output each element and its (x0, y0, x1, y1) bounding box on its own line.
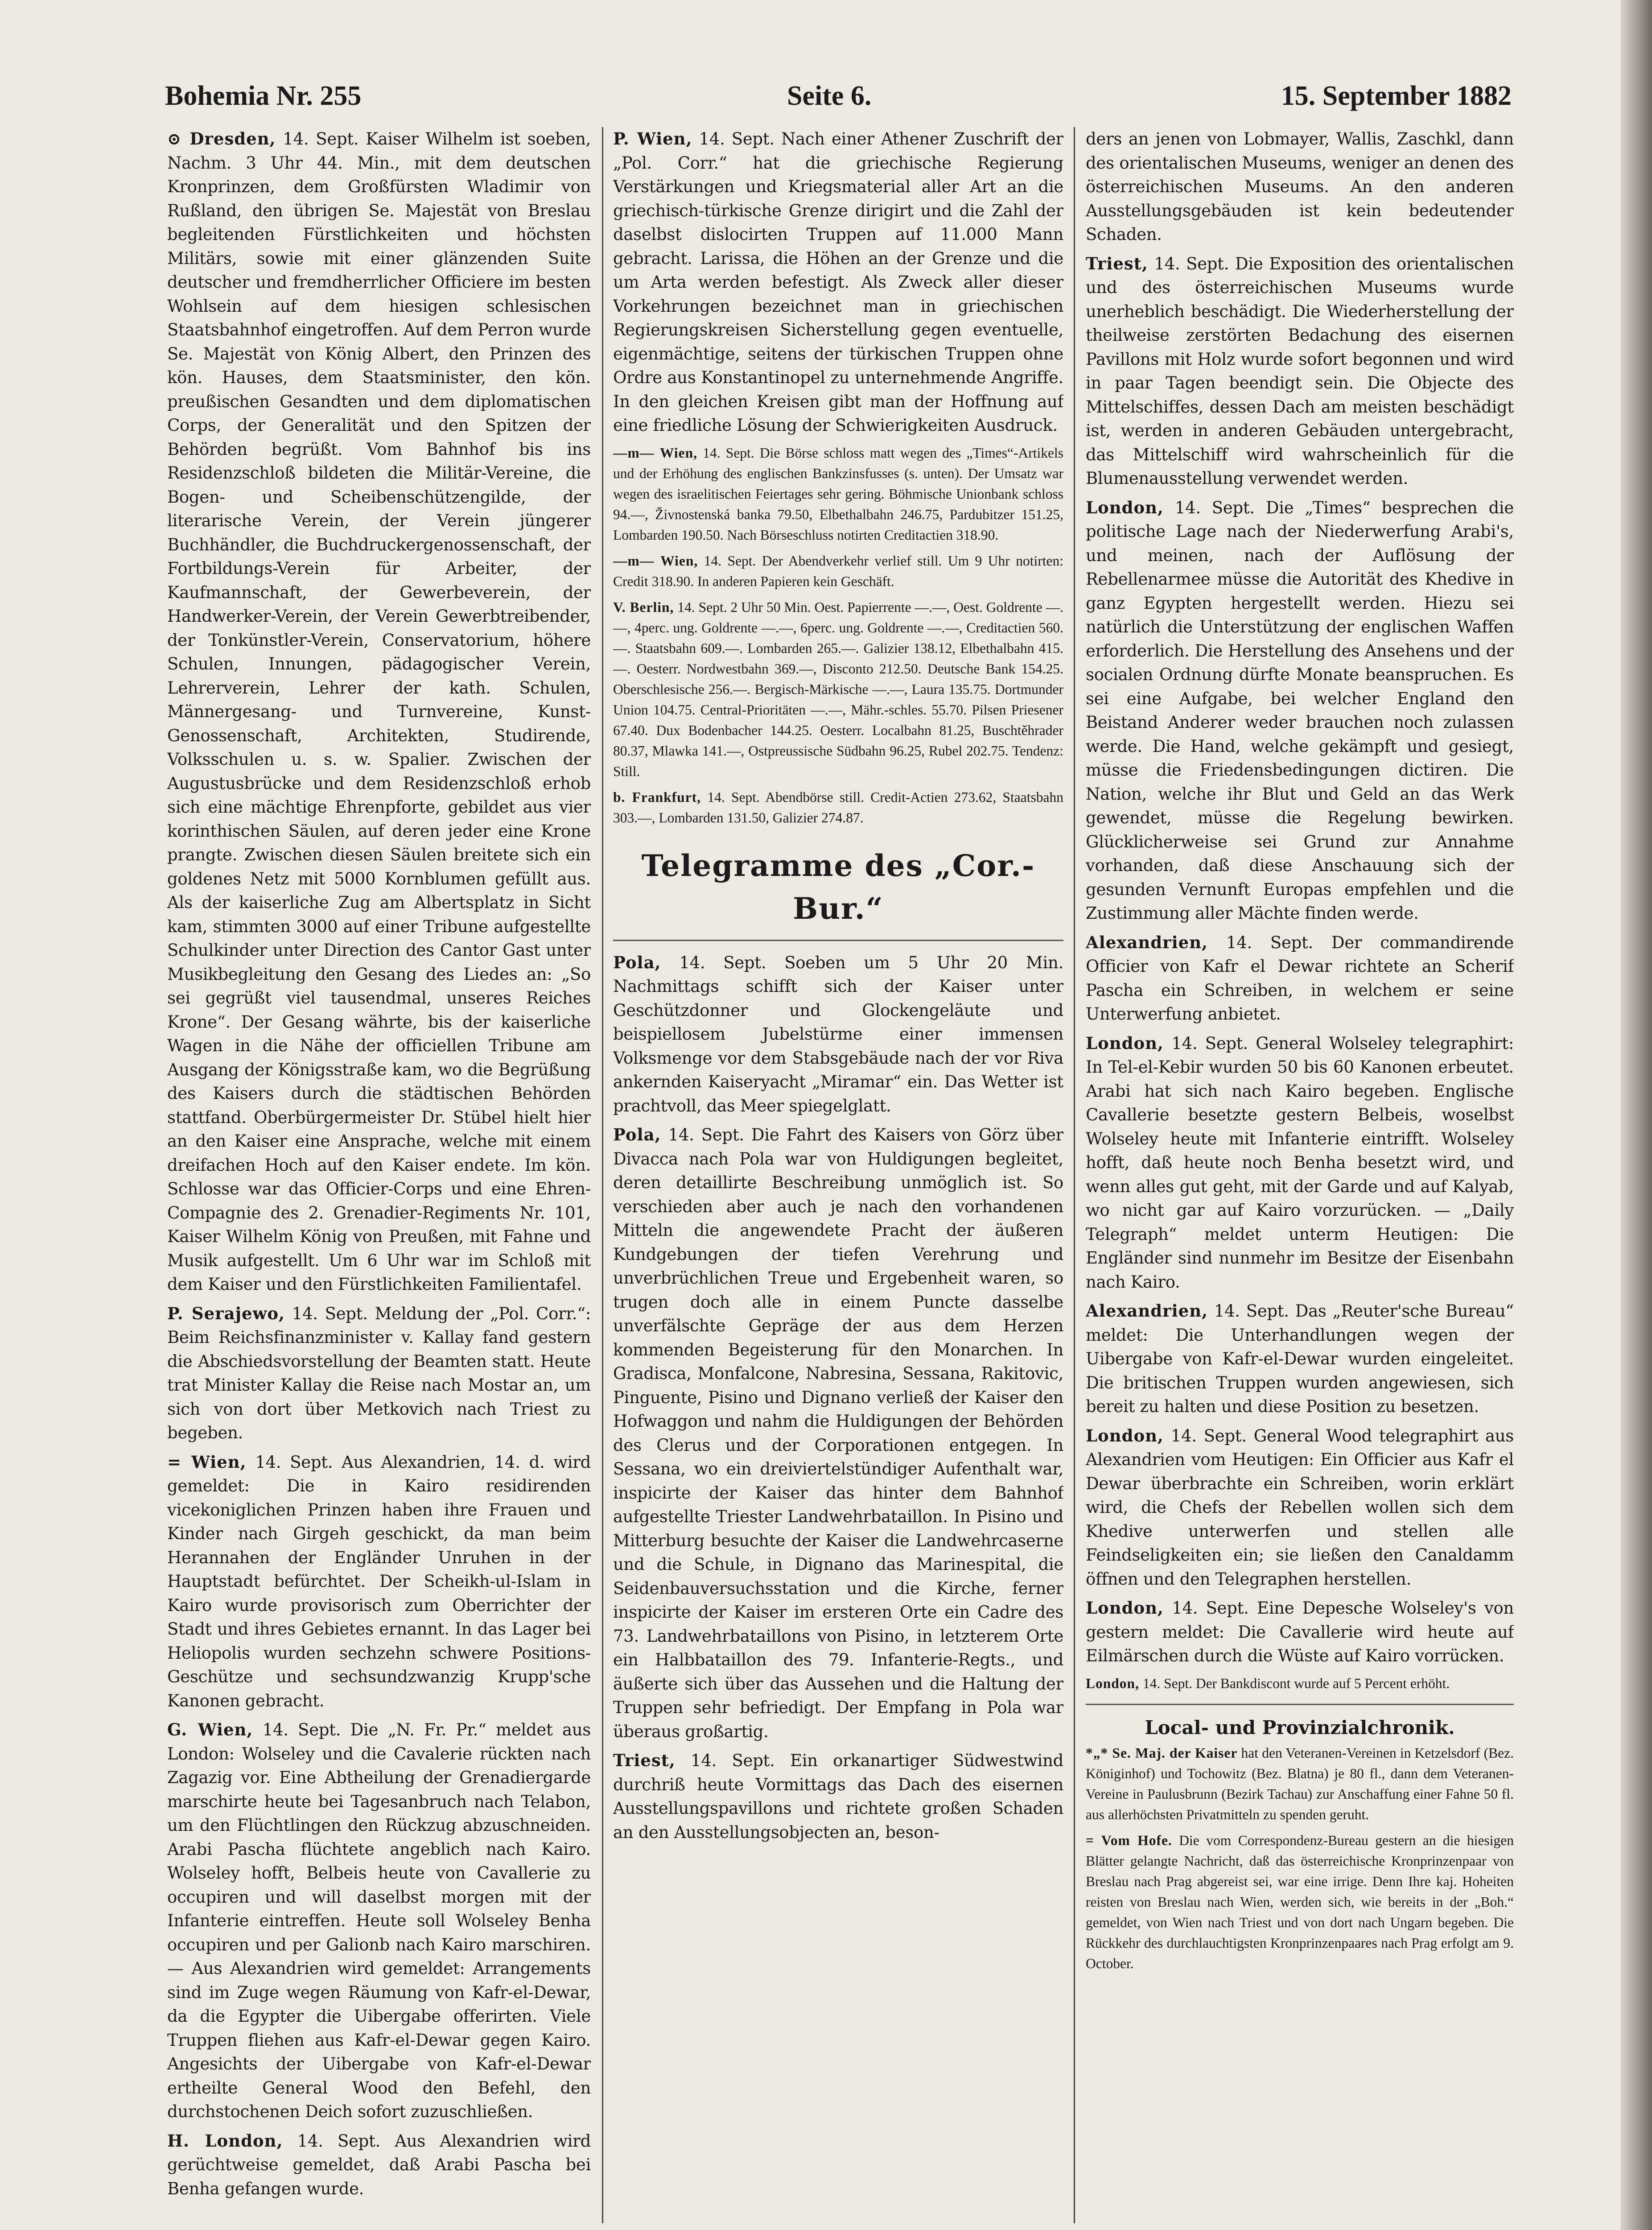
article-text: 14. Sept. Aus Alexandrien wird gerüchtweise gemeldet, daß Arabi Pascha bei Benha gefangen wurde. (167, 2131, 591, 2198)
article-paragraph (1086, 252, 1514, 491)
article-paragraph (1086, 1299, 1514, 1419)
article-paragraph (1086, 1424, 1514, 1591)
article-paragraph (1086, 127, 1514, 247)
article-dateline: ⊙ Dresden, (167, 129, 276, 149)
report-text: 14. Sept. 2 Uhr 50 Min. Oest. Papierrente —.—, Oest. Goldrente —.—, 4perc. ung. Goldrente —.—, 6perc. ung. Goldrente —.—, Creditactien 560.—. Staatsbahn 609.—. Lombarden 265.—. Galizier 138.12, Elbethalbahn 415.—. Oesterr. Nordwestbahn 369.—, Disconto 212.50. Deutsche Bank 154.25. Oberschlesische 256.—. Bergisch-Märkische —.—, Laura 135.75. Dortmunder Union 104.75. Central-Prioritäten —.—, Mähr.-schles. 55.70. Pilsen Priesener 67.40. Dux Bodenbacher 144.25. Oesterr. Localbahn 81.25, Buschtěhrader 80.37, Mlawka 141.—, Ostpreussische Südbahn 96.25, Rubel 202.75. Tendenz: Still. (613, 599, 1063, 779)
stock-report (613, 787, 1063, 828)
article-dateline: H. London, (167, 2131, 283, 2151)
column-left (167, 127, 591, 2223)
article-text: 14. Sept. Eine Depesche Wolseley's von gestern meldet: Die Cavallerie wird heute auf Eilmärschen durch die Wüste auf Kairo vorrücken. (1086, 1598, 1514, 1665)
issue-date: 15. September 1882 (1281, 81, 1512, 111)
article-dateline: P. Wien, (613, 129, 692, 149)
report-dateline: —m— Wien, (613, 553, 698, 569)
article-dateline: Pola, (613, 952, 661, 972)
article-text: 14. Sept. Kaiser Wilhelm ist soeben, Nachm. 3 Uhr 44. Min., mit dem deutschen Kronprinzen, dem Großfürsten Wladimir von Rußland, den übrigen Se. Majestät von Breslau begleitenden Fürstlichkeiten und höchsten Militärs, sowie mit einer glänzenden Suite deutscher und fremdherrlicher Officiere im besten Wohlsein auf dem hiesigen schlesischen Staatsbahnhof eingetroffen. Auf dem Perron wurde Se. Majestät von König Albert, den Prinzen des kön. Hauses, dem Staatsminister, den kön. preußischen Gesandten und dem diplomatischen Corps, der Generalität und den Spitzen der Behörden begrüßt. Vom Bahnhof bis ins Residenzschloß bildeten die Militär-Vereine, die Bogen- und Scheibenschützengilde, der literarische Verein, der Verein jüngerer Buchhändler, die Buchdruckergenossenschaft, der Fortbildungs-Verein für Arbeiter, der Kaufmannschaft, der Gewerbeverein, der Handwerker-Verein, der Verein Gewerbtreibender, der Tonkünstler-Verein, Conservatorium, höhere Schulen, Innungen, pädagogischer Verein, Lehrerverein, Lehrer der kath. Schulen, Männergesang- und Turnvereine, Kunst-Genossenschaft, Architekten, Studirende, Volksschulen u. s. w. Spalier. Zwischen der Augustusbrücke und dem Residenzschloß erhob sich eine mächtige Ehrenpforte, gebildet aus vier korinthischen Säulen, auf deren jeder eine Krone prangte. Zwischen diesen Säulen breitete sich ein goldenes Netz mit 5000 Kornblumen gefüllt aus. Als der kaiserliche Zug am Albertsplatz in Sicht kam, stimmten 3000 auf einer Tribune aufgestellte Schulkinder unter Direction des Cantor Gast unter Musikbegleitung den Gesang des Liedes an: „So sei gegrüßt viel tausendmal, unseres Reiches Krone“. Der Gesang währte, bis der kaiserliche Wagen in die Nähe der officiellen Tribune am Ausgang der Königsstraße kam, wo die Begrüßung des Kaisers durch die städtischen Behörden stattfand. Oberbürgermeister Dr. Stübel hielt hier an den Kaiser eine Ansprache, welche mit einem dreifachen Hoch auf den Kaiser endete. Im kön. Schlosse war das Officier-Corps und eine Ehren-Compagnie des 2. Grenadier-Regiments Nr. 101, Kaiser Wilhelm König von Preußen, mit Fahne und Musik aufgestellt. Um 6 Uhr war im Schloß mit dem Kaiser und den Fürstlichkeiten Familientafel. (167, 129, 591, 1294)
article-dateline: Triest, (1086, 253, 1148, 273)
article-paragraph (613, 1123, 1063, 1743)
report-dateline: V. Berlin, (613, 599, 674, 615)
article-text: 14. Sept. Die „N. Fr. Pr.“ meldet aus London: Wolseley und die Cavalerie rückten nach Zagazig vor. Eine Abtheilung der Grenadiergarde marschirte heute bei Tagesanbruch nach Telabon, um den Flüchtlingen den Rückzug abzuschneiden. Arabi Pascha flüchtete angeblich nach Kairo. Wolseley hofft, Belbeis heute von Cavallerie zu occupiren und will daselbst morgen mit der Infanterie eintreffen. Heute soll Wolseley Benha occupiren und per Galionb nach Kairo marschiren. — Aus Alexandrien wird gemeldet: Arrangements sind im Zuge wegen Räumung von Kafr-el-Dewar, da die Egypter die Uibergabe offerirten. Viele Truppen fliehen aus Kafr-el-Dewar gegen Kairo. Angesichts der Uibergabe von Kafr-el-Dewar ertheilte General Wood den Befehl, den durchstochenen Deich sofort zuzuschließen. (167, 1720, 591, 2121)
column-middle (613, 127, 1063, 2223)
section-divider (613, 940, 1063, 941)
article-paragraph (167, 1450, 591, 1713)
article-dateline: P. Serajewo, (167, 1303, 285, 1323)
article-text: hat den Veteranen-Vereinen in Ketzelsdorf (Bez. Königinhof) und Tochowitz (Bez. Blatna) je 80 fl., dann dem Veteranen-Vereine in Paulusbrunn (Bezirk Tachau) zur Anschaffung einer Fahne 50 fl. aus allerhöchsten Privatmitteln zu spenden geruht. (1086, 1745, 1514, 1822)
bank-discount-note (1086, 1673, 1514, 1694)
article-paragraph (167, 1718, 591, 2124)
article-paragraph (1086, 1743, 1514, 1825)
article-paragraph (1086, 1032, 1514, 1294)
local-chronicle-articles (1086, 1743, 1514, 1974)
stock-report (613, 551, 1063, 592)
article-paragraph (1086, 931, 1514, 1026)
column-rule-1 (602, 127, 603, 2223)
report-text: 14. Sept. Abendbörse still. Credit-Actien 273.62, Staatsbahn 303.—, Lombarden 131.50, Galizier 274.87. (613, 789, 1063, 826)
stock-report (613, 443, 1063, 545)
article-text: 14. Sept. Die Exposition des orientalischen und des österreichischen Museums wurde unerheblich beschädigt. Die Wiederherstellung der theilweise zerstörten Bedachung des eisernen Pavillons mit Holz wurde sofort begonnen und wird in paar Tagen beendigt sein. Die Objecte des Mittelschiffes, dessen Dach am meisten beschädigt ist, werden in anderen Gebäuden untergebracht, das Mittelschiff wird wahrscheinlich für die Blumenausstellung verwendet werden. (1086, 254, 1514, 488)
article-text: 14. Sept. Die „Times“ besprechen die politische Lage nach der Niederwerfung Arabi's, und meinen, nach der Auflösung der Rebellenarmee müsse die Autorität des Khedive in ganz Egypten hergestellt werden. Hiezu sei natürlich die Unterstützung der englischen Waffen erforderlich. Die Herstellung des Ansehens und der socialen Ordnung dürfte Monate beanspruchen. Es sei eine Aufgabe, bei welcher England den Beistand Anderer weder brauchen noch zulassen werde. Die Hand, welche gekämpft und gesiegt, müsse die Friedensbedingungen dictiren. Die Nation, welche ihr Blut und Geld an das Werk gewendet, müsse die Regelung bewirken. Glücklicherweise sei Grund zur Annahme vorhanden, daß diese Anschauung sich der gesunden Vernunft Europas empfehlen und die Zustimmung aller Mächte finden werde. (1086, 498, 1514, 923)
report-dateline: b. Frankfurt, (613, 789, 701, 805)
article-text: 14. Sept. General Wolseley telegraphirt: In Tel-el-Kebir wurden 50 bis 60 Kanonen erbeutet. Arabi hat sich nach Kairo begeben. Englische Cavallerie besetzte gestern Belbeis, woselbst Wolseley heute mit Infanterie eintrifft. Wolseley hofft, daß heute noch Benha besetzt wird, und wenn alles gut geht, mit der Garde und auf Kalyab, wo nicht gar auf Kairo vorzurücken. — „Daily Telegraph“ meldet unterm Heutigen: Die Engländer sind nunmehr im Besitze der Eisenbahn nach Kairo. (1086, 1033, 1514, 1292)
article-text: 14. Sept. Das „Reuter'sche Bureau“ meldet: Die Unterhandlungen wegen der Uibergabe von Kafr-el-Dewar wurden eingeleitet. Die britischen Truppen wurden angewiesen, sich bereit zu halten und diese Position zu besetzen. (1086, 1301, 1514, 1416)
article-paragraph (613, 1749, 1063, 1844)
article-paragraph (1086, 1596, 1514, 1668)
article-paragraph (1086, 496, 1514, 925)
report-dateline: —m— Wien, (613, 445, 697, 461)
article-dateline: *„* Se. Maj. der Kaiser (1086, 1745, 1238, 1761)
article-dateline: London, (1086, 1033, 1164, 1053)
political-news-top (613, 127, 1063, 438)
article-dateline: Alexandrien, (1086, 1301, 1208, 1321)
article-dateline: London, (1086, 1675, 1139, 1691)
article-text: 14. Sept. Die Fahrt des Kaisers von Görz über Divacca nach Pola war von Huldigungen begleitet, deren detaillirte Beschreibung unmöglich ist. So verschieden aber auch je nach den vorhandenen Mitteln die angewendete Pracht der äußeren Kundgebungen der tiefen Verehrung und unverbrüchlichen Treue und Ergebenheit waren, so trugen doch alle in einem Puncte dasselbe unverfälschte Gepräge der aus dem Herzen kommenden Begeisterung für den Monarchen. In Gradisca, Monfalcone, Nabresina, Sessana, Rakitovic, Pinguente, Pisino und Dignano verließ der Kaiser den Hofwaggon und nahm die Huldigungen der Behörden des Clerus und der Corporationen entgegen. In Sessana, wo ein dreiviertelstündiger Aufenthalt war, inspicirte der Kaiser das hinter dem Bahnhof aufgestellte Triester Landwehrbataillon. In Pisino und Mitterburg besuchte der Kaiser die Landwehrcaserne und die Schule, in Dignano das Marinespital, die Seidenbauversuchsstation und die Kirche, ferner inspicirte der Kaiser im ersteren Orte ein Cadre des 73. Landwehrbataillons von Pisino, in letzterem Orte ein Halbbataillon des 79. Infanterie-Regts., und äußerte sich über das Aussehen und die Haltung der Truppen sehr befriedigt. Der Empfang in Pola war überaus großartig. (613, 1125, 1063, 1741)
telegram-section-title: Telegramme des „Cor.-Bur.“ (641, 848, 1035, 926)
column-right (1086, 127, 1514, 2223)
article-text: 14. Sept. Aus Alexandrien, 14. d. wird gemeldet: Die in Kairo residirenden vicekoniglichen Prinzen haben ihre Frauen und Kinder nach Girgeh geschickt, da man beim Herannahen der Engländer Unruhen in der Hauptstadt befürchtet. Der Scheikh-ul-Islam in Kairo wurde provisorisch zum Oberrichter der Stadt und ihres Gebietes ernannt. In das Lager bei Heliopolis wurden sechzehn schwere Positions-Geschütze und sechsundzwanzig Krupp'sche Kanonen gebracht. (167, 1452, 591, 1710)
article-text: 14. Sept. Nach einer Athener Zuschrift der „Pol. Corr.“ hat die griechische Regierung Verstärkungen und Kriegsmaterial aller Art an die griechisch-türkische Grenze dirigirt und die Zahl der daselbst dislocirten Truppen auf 11.000 Mann gebracht. Larissa, die Höhen an der Grenze und die um Arta werden befestigt. Als Zweck aller dieser Vorkehrungen bezeichnet man in griechischen Regierungskreisen Sicherstellung gegen eventuelle, eigenmächtige, seitens der türkischen Truppen ohne Ordre aus Konstantinopel zu unternehmende Angriffe. In den gleichen Kreisen gibt man der Hoffnung auf eine friedliche Lösung der Schwierigkeiten Ausdruck. (613, 129, 1063, 435)
article-dateline: = Wien, (167, 1452, 247, 1472)
article-paragraph (613, 127, 1063, 438)
article-dateline: London, (1086, 497, 1164, 517)
article-text: 14. Sept. Meldung der „Pol. Corr.“: Beim Reichsfinanzminister v. Kallay fand gestern die Abschiedsvorstellung der Beamten statt. Heute trat Minister Kallay die Reise nach Mostar an, um sich von dort über Metkovich nach Triest zu begeben. (167, 1304, 591, 1442)
local-divider (1086, 1704, 1514, 1705)
report-text: 14. Sept. Der Abendverkehr verlief still. Um 9 Uhr notirten: Credit 318.90. In anderen Papieren kein Geschäft. (613, 553, 1063, 589)
column-rule-2 (1074, 127, 1075, 2223)
report-text: 14. Sept. Die Börse schloss matt wegen des „Times“-Artikels und der Erhöhung des englischen Bankzinsfusses (s. unten). Der Umsatz war wegen des israelitischen Feiertages sehr gering. Böhmische Unionbank schloss 94.—, Živnostenská banka 79.50, Elbethalbahn 246.75, Pardubitzer 151.25, Lombarden 190.50. Nach Börseschluss notirten Creditactien 318.90. (613, 445, 1063, 543)
page-edge-shadow (1621, 0, 1652, 2230)
article-paragraph (1086, 1830, 1514, 1974)
article-paragraph (167, 1302, 591, 1445)
article-paragraph (1086, 1673, 1514, 1694)
stock-report (613, 597, 1063, 782)
article-paragraph (167, 127, 591, 1297)
article-dateline: Triest, (613, 1751, 676, 1770)
article-dateline: Pola, (613, 1125, 661, 1144)
article-paragraph (167, 2129, 591, 2201)
article-dateline: G. Wien, (167, 1720, 253, 1739)
article-dateline: = Vom Hofe. (1086, 1832, 1172, 1848)
article-dateline: Alexandrien, (1086, 932, 1208, 952)
article-paragraph (613, 951, 1063, 1118)
article-dateline: London, (1086, 1598, 1164, 1618)
article-text: Die vom Correspondenz-Bureau gestern an die hiesigen Blätter gelangte Nachricht, daß das österreichische Kronprinzenpaar von Breslau nach Prag abgereist sei, war eine irrige. Denn Ihre kaj. Hoheiten reisten von Breslau nach Wien, werden sich, wie bereits in der „Boh.“ gemeldet, von Wien nach Triest und von dort nach Ungarn begeben. Die Rückkehr des durchlauchtigsten Kronprinzenpaares nach Prag erfolgt am 9. October. (1086, 1832, 1514, 1971)
article-text: 14. Sept. General Wood telegraphirt aus Alexandrien vom Heutigen: Ein Officier aus Kafr el Dewar überbrachte ein Schreiben, worin erklärt wird, die Chefs der Rebellen wollen sich dem Khedive unterwerfen und stellen alle Feindseligkeiten ein; sie ließen den Canaldamm öffnen und den Telegraphen herstellen. (1086, 1426, 1514, 1589)
page-header (165, 80, 1512, 129)
local-chronicle-title: Local- und Provinzialchronik. (1145, 1716, 1455, 1739)
telegram-articles-continued (1086, 127, 1514, 1668)
telegram-articles (613, 951, 1063, 1845)
article-text: 14. Sept. Soeben um 5 Uhr 20 Min. Nachmittags schifft sich der Kaiser unter Geschützdonner und Glockengeläute und beispiellosem Jubelstürme einer immensen Volksmenge vor dem Stabsgebäude nach der vor Riva ankernden Kaiseryacht „Miramar“ ein. Das Wetter ist prachtvoll, das Meer spiegelglatt. (613, 953, 1063, 1115)
article-text: 14. Sept. Der commandirende Officier von Kafr el Dewar richtete an Scherif Pascha ein Schreiben, in welchem er seine Unterwerfung anbietet. (1086, 933, 1514, 1024)
newspaper-issue: Bohemia Nr. 255 (165, 81, 362, 111)
stock-market-reports (613, 443, 1063, 828)
article-text: 14. Sept. Der Bankdiscont wurde auf 5 Percent erhöht. (1139, 1675, 1450, 1691)
page-number: Seite 6. (787, 81, 872, 111)
article-text: 14. Sept. Ein orkanartiger Südwestwind durchriß heute Vormittags das Dach des eisernen Ausstellungspavillons und richtete großen Schaden an den Ausstellungsobjecten an, beson- (613, 1751, 1063, 1842)
article-text: ders an jenen von Lobmayer, Wallis, Zaschkl, dann des orientalischen Museums, weniger an denen des österreichischen Museums. An den anderen Ausstellungsgebäuden ist kein bedeutender Schaden. (1086, 129, 1514, 244)
article-dateline: London, (1086, 1425, 1164, 1445)
